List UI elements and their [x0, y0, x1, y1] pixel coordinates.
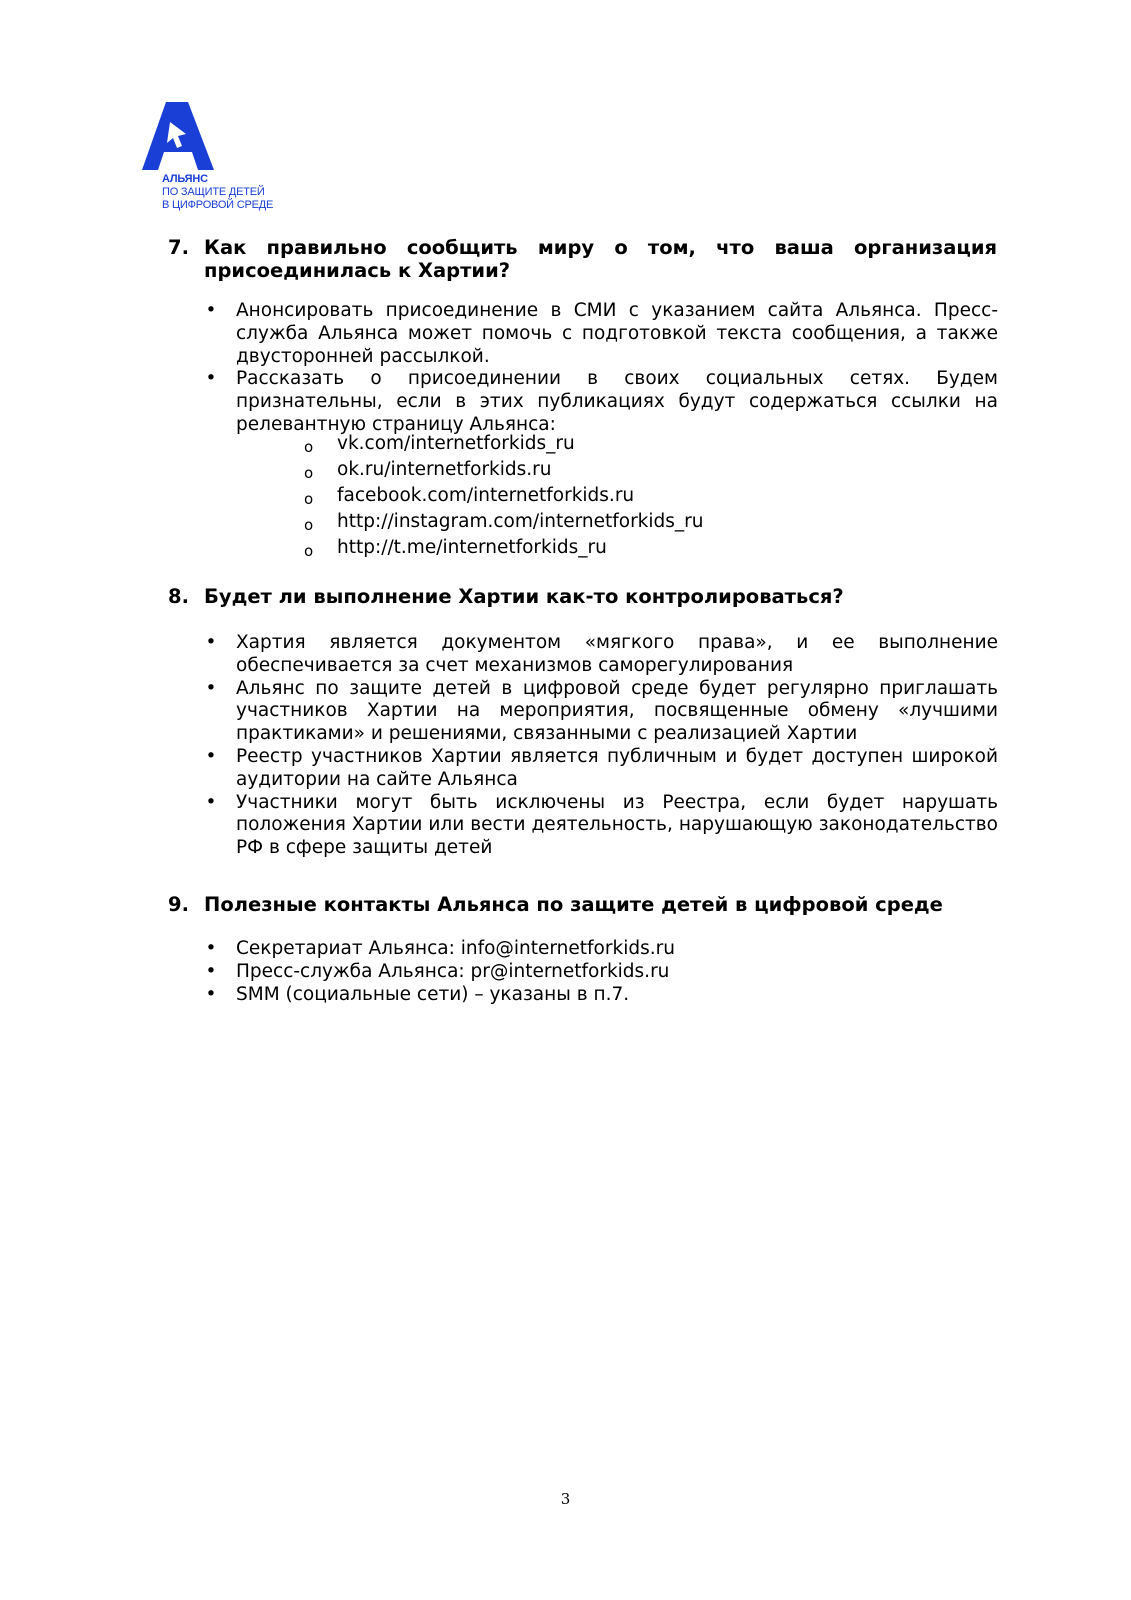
section-title: Полезные контакты Альянса по защите детей в цифровой среде: [204, 893, 943, 916]
social-link[interactable]: http://instagram.com/internetforkids_ru: [337, 511, 704, 532]
circle-bullet-icon: o: [304, 490, 314, 508]
circle-bullet-icon: o: [304, 542, 314, 560]
circle-bullet-icon: o: [304, 438, 314, 456]
circle-bullet-icon: o: [304, 516, 314, 534]
circle-bullet-icon: o: [304, 464, 314, 482]
section-number: 7.: [168, 236, 189, 259]
bullet-icon: •: [205, 368, 217, 390]
page-number: 3: [560, 1490, 571, 1508]
list-item: • Участники могут быть исключены из Реестра, если будет нарушать положения Хартии или вести деятельность, нарушающую законодательство РФ в сфере защиты детей: [205, 791, 998, 859]
section-9-heading: [168, 893, 997, 916]
bullet-icon: •: [205, 632, 217, 653]
list-item: • Хартия является документом «мягкого права», и ее выполнение обеспечивается за счет механизмов саморегулирования: [205, 632, 998, 676]
social-link-item: [304, 485, 704, 511]
social-link[interactable]: http://t.me/internetforkids_ru: [337, 537, 607, 558]
section-7-list: [204, 300, 998, 437]
bullet-icon: •: [205, 938, 217, 959]
social-link-item: [304, 511, 704, 537]
section-9-list: [204, 938, 998, 1006]
alliance-logo: [140, 100, 290, 215]
social-link-item: [304, 433, 704, 459]
bullet-icon: •: [205, 791, 217, 813]
social-link[interactable]: vk.com/internetforkids_ru: [337, 433, 575, 454]
social-link[interactable]: ok.ru/internetforkids.ru: [337, 459, 552, 480]
section-7-heading: [168, 236, 997, 282]
list-item: • Пресс-служба Альянса: pr@internetforkids.ru: [205, 960, 670, 982]
social-link[interactable]: facebook.com/internetforkids.ru: [337, 485, 635, 506]
bullet-icon: •: [205, 960, 217, 982]
section-8-list: [204, 632, 998, 860]
bullet-icon: •: [205, 983, 217, 1005]
list-item: • Рассказать о присоединении в своих социальных сетях. Будем признательны, если в этих публикациях будут содержаться ссылки на релевантную страницу Альянса:: [205, 368, 998, 435]
social-link-item: [304, 537, 704, 563]
list-item: • SMM (социальные сети) – указаны в п.7.: [205, 983, 630, 1005]
logo-line-3: В ЦИФРОВОЙ СРЕДЕ: [162, 199, 274, 211]
bullet-icon: •: [205, 300, 217, 321]
list-item: • Альянс по защите детей в цифровой среде будет регулярно приглашать участников Хартии на мероприятия, посвященные обмену «лучшими практиками» и решениями, связанными с реализацией Хартии: [205, 677, 998, 745]
section-number: 9.: [168, 893, 189, 916]
bullet-icon: •: [205, 677, 217, 699]
social-links-list: [304, 433, 704, 563]
section-number: 8.: [168, 585, 189, 608]
bullet-icon: •: [205, 745, 217, 767]
logo-line-1: АЛЬЯНС: [162, 173, 208, 185]
social-link-item: [304, 459, 704, 485]
section-title: Будет ли выполнение Хартии как-то контролироваться?: [204, 585, 844, 608]
logo-line-2: ПО ЗАЩИТЕ ДЕТЕЙ: [162, 186, 265, 198]
list-item: • Анонсировать присоединение в СМИ с указанием сайта Альянса. Пресс-служба Альянса может помочь с подготовкой текста сообщения, а также двусторонней рассылкой.: [205, 300, 998, 367]
alliance-logo-mark: [140, 100, 220, 172]
section-8-heading: [168, 585, 997, 608]
list-item: • Секретариат Альянса: info@internetforkids.ru: [205, 938, 675, 959]
section-title: Как правильно сообщить миру о том, что ваша организация присоединилась к Хартии?: [204, 236, 997, 282]
list-item: • Реестр участников Хартии является публичным и будет доступен широкой аудитории на сайте Альянса: [205, 745, 998, 790]
